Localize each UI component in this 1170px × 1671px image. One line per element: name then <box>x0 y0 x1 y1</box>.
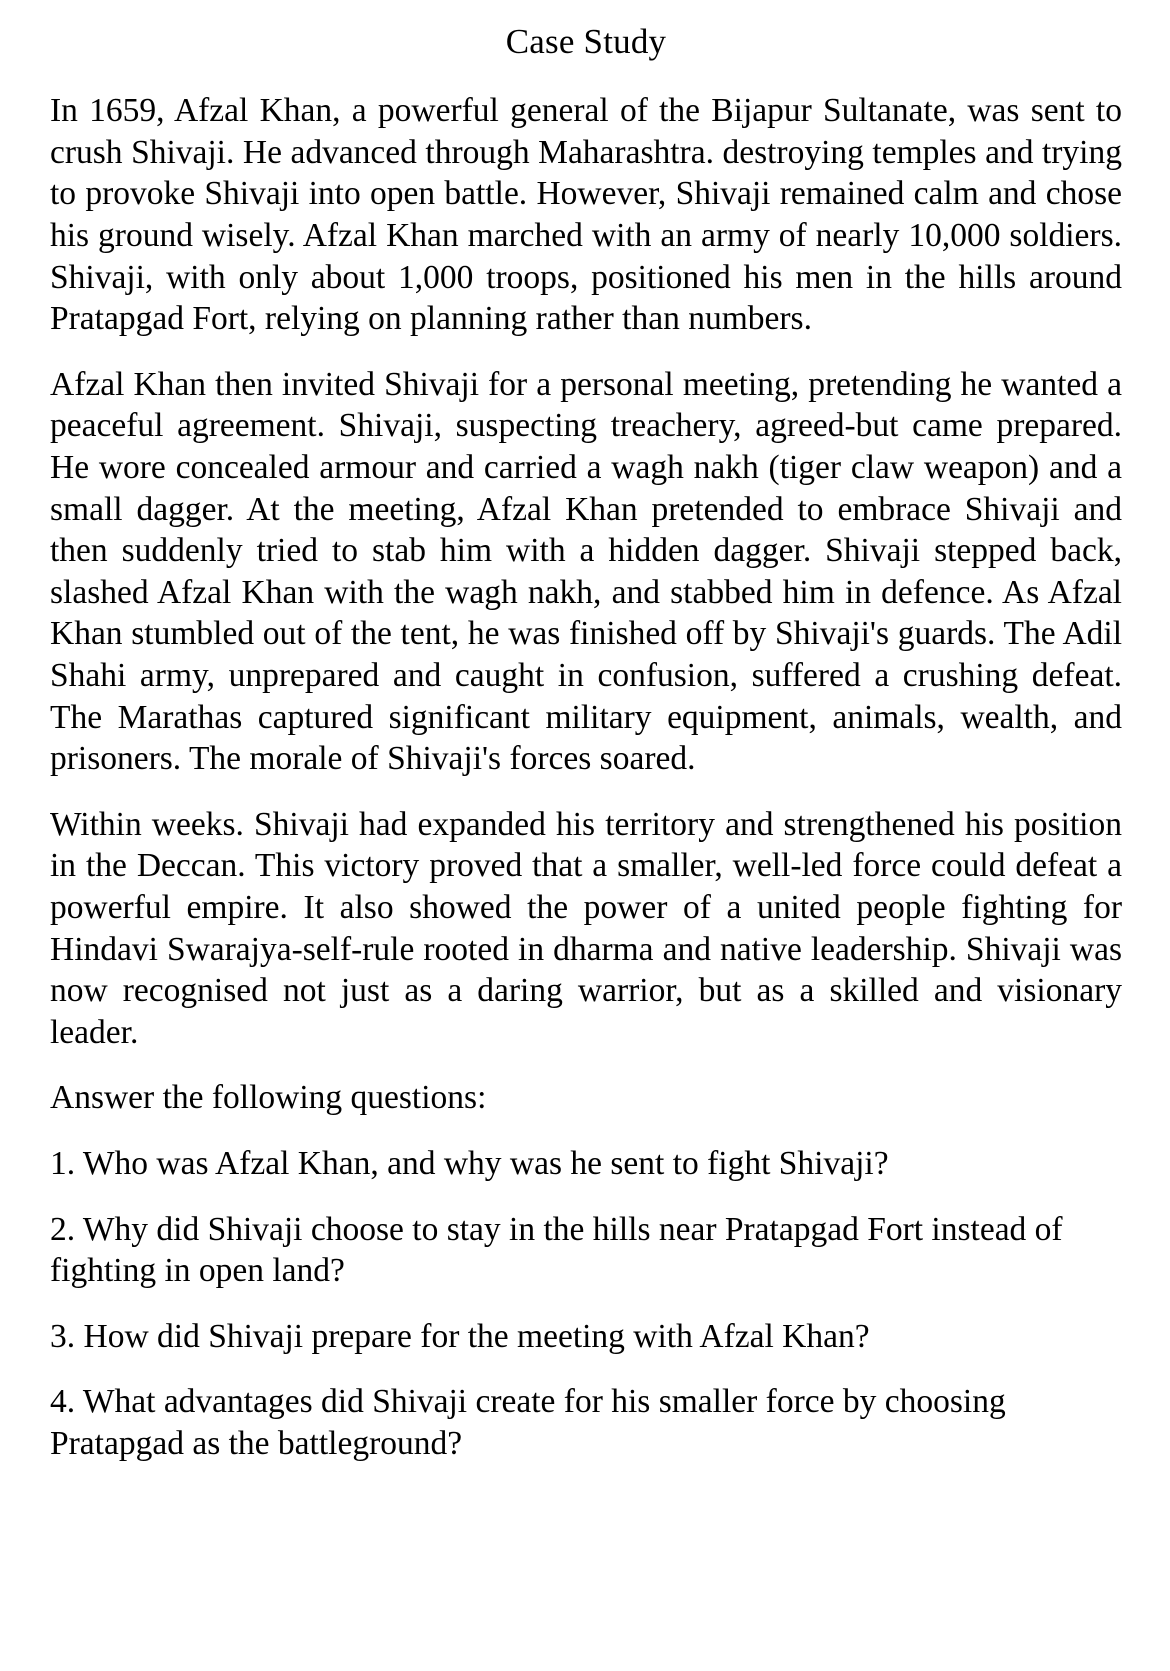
questions-instruction: Answer the following questions: <box>50 1079 487 1117</box>
body-paragraph-1: In 1659, Afzal Khan, a powerful general of the Bijapur Sultanate, was sent to crush Shivaji. He advanced through Maharashtra. destroying temples and trying to provoke Shivaji into open battle. However, Shivaji remained calm and chose his ground wisely. Afzal Khan marched with an army of nearly 10,000 soldiers. Shivaji, with only about 1,000 troops, positioned his men in the hills around Pratapgad Fort, relying on planning rather than numbers. <box>50 92 1122 338</box>
body-paragraph-2: Afzal Khan then invited Shivaji for a personal meeting, pretending he wanted a peaceful agreement. Shivaji, suspecting treachery, agreed-but came prepared. He wore concealed armour and carried a wagh nakh (tiger claw weapon) and a small dagger. At the meeting, Afzal Khan pretended to embrace Shivaji and then suddenly tried to stab him with a hidden dagger. Shivaji stepped back, slashed Afzal Khan with the wagh nakh, and stabbed him in defence. As Afzal Khan stumbled out of the tent, he was finished off by Shivaji's guards. The Adil Shahi army, unprepared and caught in confusion, suffered a crushing defeat. The Marathas captured significant military equipment, animals, wealth, and prisoners. The morale of Shivaji's forces soared. <box>50 365 1122 778</box>
question-item-1: 1. Who was Afzal Khan, and why was he sent to fight Shivaji? <box>50 1144 889 1182</box>
questions-list <box>50 1143 1122 1465</box>
question-item-3: 3. How did Shivaji prepare for the meeting with Afzal Khan? <box>50 1317 870 1355</box>
body-paragraph-3: Within weeks. Shivaji had expanded his territory and strengthened his position in the Deccan. This victory proved that a smaller, well-led force could defeat a powerful empire. It also showed the power of a united people fighting for Hindavi Swarajya-self-rule rooted in dharma and native leadership. Shivaji was now recognised not just as a daring warrior, but as a skilled and visionary leader. <box>50 805 1122 1051</box>
question-item-2: 2. Why did Shivaji choose to stay in the hills near Pratapgad Fort instead of fighting in open land? <box>50 1210 1063 1290</box>
page-title: Case Study <box>505 22 667 61</box>
question-item-4: 4. What advantages did Shivaji create for his smaller force by choosing Pratapgad as the battleground? <box>50 1383 1006 1462</box>
